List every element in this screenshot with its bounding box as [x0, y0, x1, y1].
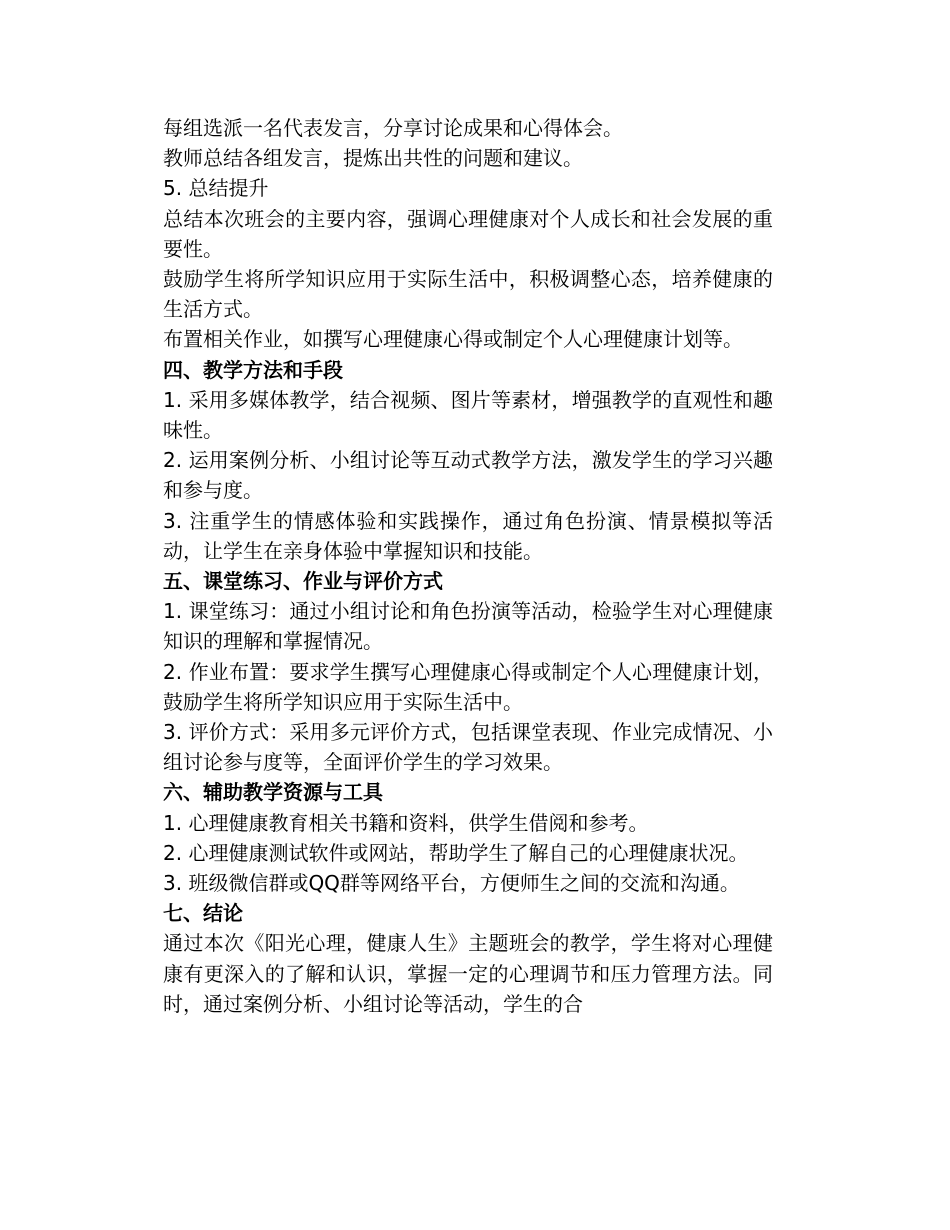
resource-item-1: 1. 心理健康教育相关书籍和资料，供学生借阅和参考。	[163, 810, 649, 835]
step-5-title: 5. 总结提升	[163, 176, 269, 201]
document-page	[163, 113, 773, 1019]
method-item-3: 3. 注重学生的情感体验和实践操作，通过角色扮演、情景模拟等活动，让学生在亲身体验中掌握知识和技能。	[163, 508, 773, 563]
method-item-2: 2. 运用案例分析、小组讨论等互动式教学方法，激发学生的学习兴趣和参与度。	[163, 448, 773, 503]
summary-paragraph-2: 鼓励学生将所学知识应用于实际生活中，积极调整心态，培养健康的生活方式。	[163, 267, 773, 322]
evaluation-item-3: 3. 评价方式：采用多元评价方式，包括课堂表现、作业完成情况、小组讨论参与度等，全面评价学生的学习效果。	[163, 720, 773, 775]
summary-paragraph-3: 布置相关作业，如撰写心理健康心得或制定个人心理健康计划等。	[163, 327, 743, 352]
method-item-1: 1. 采用多媒体教学，结合视频、图片等素材，增强教学的直观性和趣味性。	[163, 387, 773, 443]
evaluation-item-2: 2. 作业布置：要求学生撰写心理健康心得或制定个人心理健康计划，鼓励学生将所学知识应用于实际生活中。	[163, 659, 773, 714]
section-4-heading: 四、教学方法和手段	[163, 357, 343, 382]
section-6-heading: 六、辅助教学资源与工具	[163, 780, 383, 805]
group-share-paragraph: 每组选派一名代表发言，分享讨论成果和心得体会。	[163, 116, 623, 140]
evaluation-item-1: 1. 课堂练习：通过小组讨论和角色扮演等活动，检验学生对心理健康知识的理解和掌握情况。	[163, 599, 773, 654]
teacher-summary-paragraph: 教师总结各组发言，提炼出共性的问题和建议。	[163, 146, 583, 171]
section-5-heading: 五、课堂练习、作业与评价方式	[163, 569, 443, 594]
section-7-heading: 七、结论	[163, 901, 243, 926]
resource-item-2: 2. 心理健康测试软件或网站，帮助学生了解自己的心理健康状况。	[163, 840, 749, 865]
summary-paragraph-1: 总结本次班会的主要内容，强调心理健康对个人成长和社会发展的重要性。	[163, 206, 773, 261]
conclusion-paragraph: 通过本次《阳光心理，健康人生》主题班会的教学，学生将对心理健康有更深入的了解和认识，掌握一定的心理调节和压力管理方法。同时，通过案例分析、小组讨论等活动，学生的合	[163, 931, 773, 1016]
resource-item-3: 3. 班级微信群或QQ群等网络平台，方便师生之间的交流和沟通。	[163, 871, 740, 896]
